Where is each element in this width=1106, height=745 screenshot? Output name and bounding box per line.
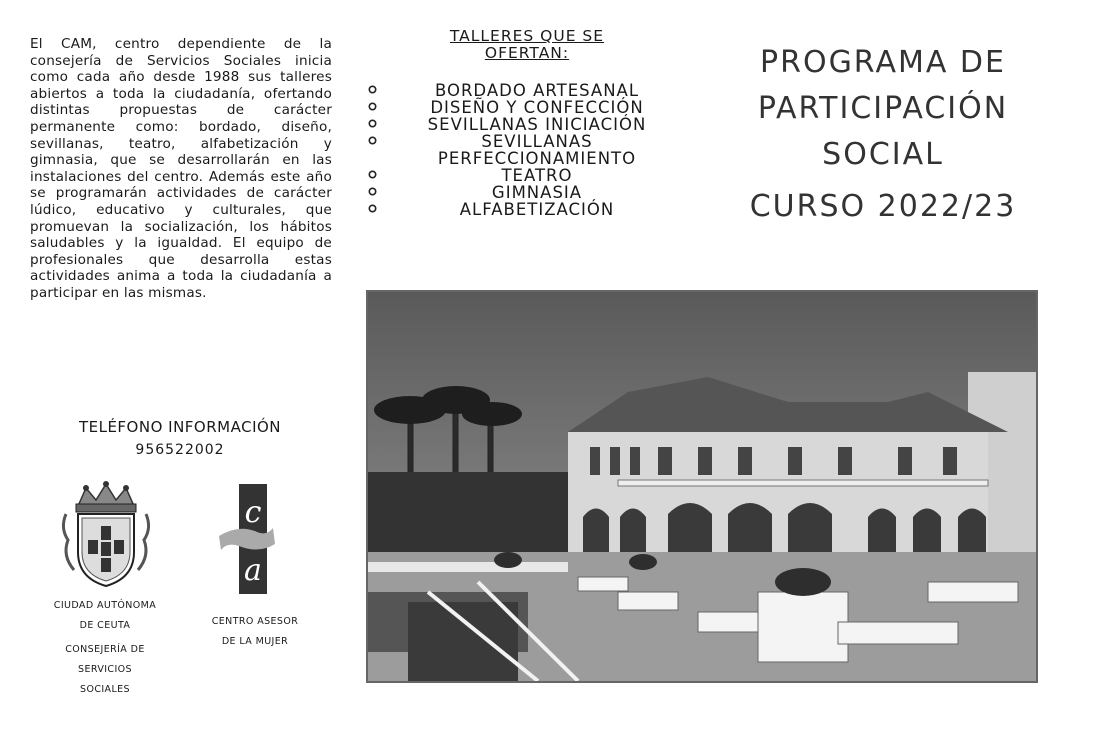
ceuta-caption-line: CIUDAD AUTÓNOMA — [53, 600, 157, 611]
workshop-label: TEATRO — [501, 166, 573, 185]
workshop-item — [362, 184, 692, 201]
workshop-list — [362, 82, 692, 218]
workshops-title-line: TALLERES QUE SE — [449, 27, 605, 45]
bullet-icon — [368, 170, 377, 179]
workshop-item — [362, 99, 692, 116]
contact-block — [60, 418, 300, 458]
program-title-line: PROGRAMA DE — [760, 45, 1006, 80]
svg-text:c: c — [244, 495, 262, 530]
workshops-section — [362, 28, 692, 218]
workshop-item — [362, 116, 692, 133]
workshop-item — [362, 133, 692, 167]
cam-caption-line: CENTRO ASESOR — [211, 616, 299, 627]
cam-caption-line: DE LA MUJER — [221, 636, 289, 647]
bullet-icon — [368, 85, 377, 94]
bullet-icon — [368, 102, 377, 111]
workshops-title — [417, 28, 637, 62]
ceuta-caption-line: SOCIALES — [80, 684, 130, 695]
ceuta-coat-of-arms-logo — [58, 478, 154, 590]
cam-logo — [219, 484, 277, 594]
program-title — [718, 40, 1048, 230]
workshop-label: DISEÑO Y CONFECCIÓN — [430, 98, 644, 117]
workshop-label: PERFECCIONAMIENTO — [437, 149, 637, 168]
workshop-item — [362, 167, 692, 184]
program-title-line: PARTICIPACIÓN — [757, 91, 1009, 126]
bullet-icon — [368, 136, 377, 145]
ceuta-caption — [40, 596, 170, 700]
workshop-item — [362, 82, 692, 99]
phone-label: TELÉFONO INFORMACIÓN — [78, 418, 282, 436]
ceuta-caption-line: CONSEJERÍA DE — [65, 644, 145, 655]
workshops-title-line: OFERTAN: — [484, 44, 570, 62]
bullet-icon — [368, 119, 377, 128]
ceuta-caption-line: DE CEUTA — [79, 620, 131, 631]
workshop-label: SEVILLANAS INICIACIÓN — [427, 115, 647, 134]
program-title-line: CURSO 2022/23 — [749, 189, 1017, 224]
bullet-icon — [368, 204, 377, 213]
phone-number: 956522002 — [135, 442, 225, 458]
left-column — [30, 36, 332, 302]
program-title-line: SOCIAL — [822, 137, 944, 172]
workshop-label: BORDADO ARTESANAL — [434, 81, 640, 100]
workshop-label: SEVILLANAS — [481, 132, 593, 151]
svg-text:a: a — [244, 553, 262, 588]
cam-caption — [200, 612, 310, 652]
ceuta-caption-line: SERVICIOS — [78, 664, 132, 675]
workshop-item — [362, 201, 692, 218]
workshop-label: ALFABETIZACIÓN — [459, 200, 615, 219]
intro-paragraph: El CAM, centro dependiente de la consejería de Servicios Sociales inicia como cada año desde 1988 sus talleres abiertos a toda la ciudadanía, ofertando distintas propuestas de carácter permanente como: bordado, diseño, sevillanas, teatro, alfabetización y gimnasia, que se desarrollarán en las instalaciones del centro. Además este año se programarán actividades de carácter lúdico, educativo y culturales, que promuevan la socialización, los hábitos saludables y la igualdad. El equipo de profesionales que desarrolla estas actividades anima a toda la ciudadanía a participar en las mismas. — [30, 36, 332, 301]
workshop-label: GIMNASIA — [491, 183, 583, 202]
bullet-icon — [368, 187, 377, 196]
building-photo — [366, 290, 1038, 683]
